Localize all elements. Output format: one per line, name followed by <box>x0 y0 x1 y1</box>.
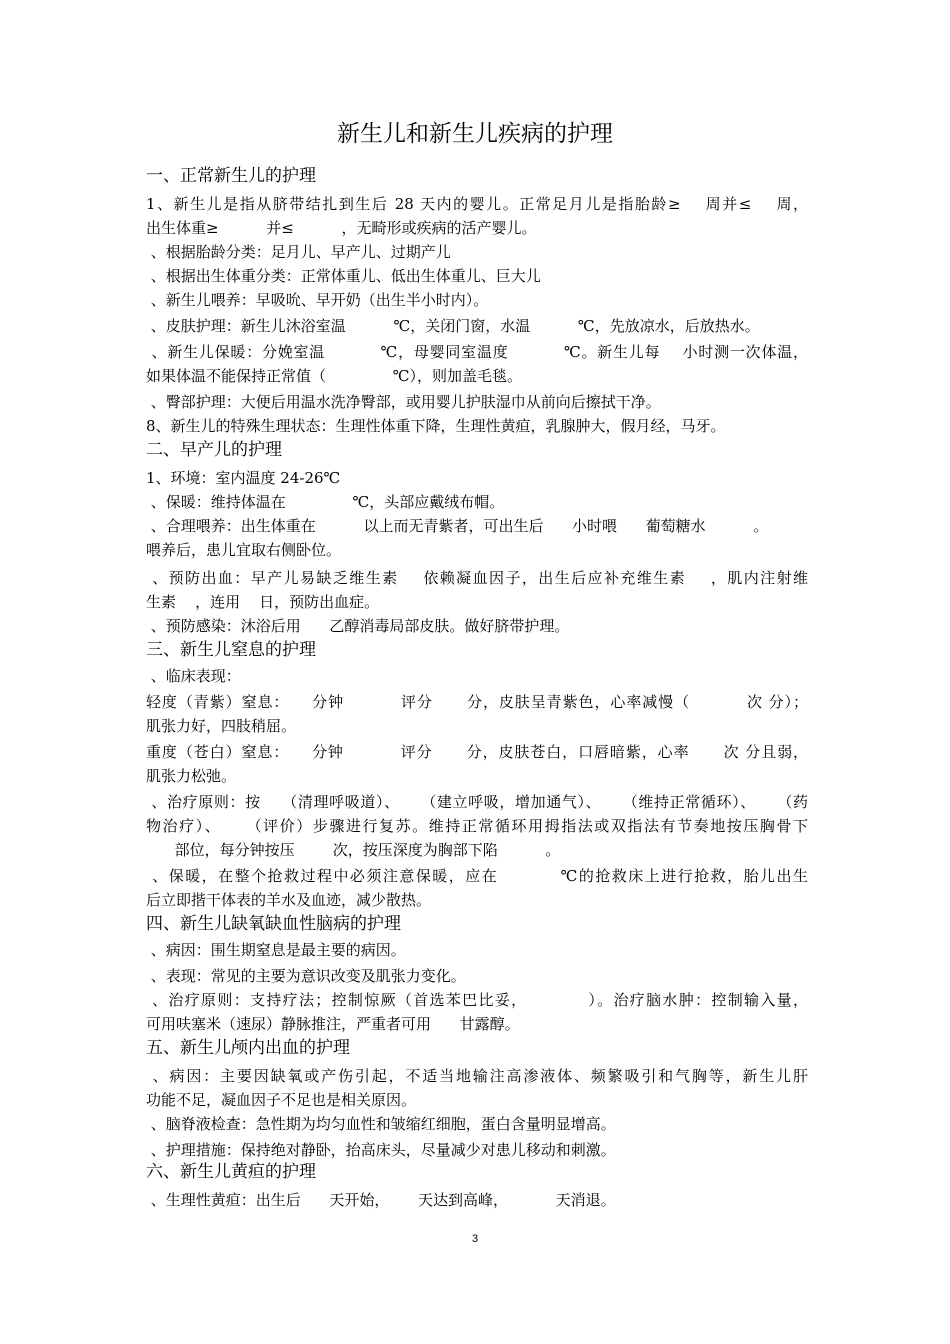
text-line: 8、新生儿的特殊生理状态：生理性体重下降，生理性黄疸，乳腺肿大，假月经，马牙。 <box>146 417 726 435</box>
text-line: 轻度（青紫）窒息： 分钟 评分 分，皮肤呈青紫色，心率减慢（ 次 分）； <box>146 693 808 711</box>
text-line: 、病因：围生期窒息是最主要的病因。 <box>146 941 406 959</box>
page-number: 3 <box>471 1233 479 1245</box>
text-line: 出生体重≥ 并≤ ，无畸形或疾病的活产婴儿。 <box>146 219 537 237</box>
section-heading: 六、新生儿黄疸的护理 <box>146 1162 316 1182</box>
section-heading: 五、新生儿颅内出血的护理 <box>146 1038 350 1058</box>
text-line: 生素 ，连用 日，预防出血症。 <box>146 593 380 611</box>
text-line: 肌张力好，四肢稍屈。 <box>146 717 297 735</box>
text-line: 重度（苍白）窒息： 分钟 评分 分，皮肤苍白，口唇暗紫，心率 次 分且弱， <box>146 743 808 761</box>
text-line: 、护理措施：保持绝对静卧，抬高床头，尽量减少对患儿移动和刺激。 <box>146 1141 616 1159</box>
text-line: 、病因：主要因缺氧或产伤引起，不适当地输注高渗液体、频繁吸引和气胸等，新生儿肝 <box>146 1067 808 1085</box>
text-line: 、预防感染：沐浴后用 乙醇消毒局部皮肤。做好脐带护理。 <box>146 617 570 635</box>
text-line: 、治疗原则：按 （清理呼吸道）、 （建立呼吸，增加通气）、 （维持正常循环）、 （药 <box>146 793 808 811</box>
text-line: 如果体温不能保持正常值（ ℃），则加盖毛毯。 <box>146 367 523 385</box>
text-line: 、新生儿喂养：早吸吮、早开奶（出生半小时内）。 <box>146 291 489 309</box>
text-line: 、预防出血：早产儿易缺乏维生素 依赖凝血因子，出生后应补充维生素 ，肌内注射维 <box>146 569 808 587</box>
text-line: 喂养后，患儿宜取右侧卧位。 <box>146 541 342 559</box>
section-heading: 三、新生儿窒息的护理 <box>146 640 316 660</box>
text-line: 、皮肤护理：新生儿沐浴室温 ℃，关闭门窗，水温 ℃，先放凉水，后放热水。 <box>146 317 760 335</box>
section-heading: 一、正常新生儿的护理 <box>146 166 316 186</box>
text-line: 功能不足，凝血因子不足也是相关原因。 <box>146 1091 417 1109</box>
text-line: 1、环境：室内温度 24-26℃ <box>146 469 341 487</box>
text-line: 、新生儿保暖：分娩室温 ℃，母婴同室温度 ℃。新生儿每 小时测一次体温， <box>146 343 808 361</box>
page-title: 新生儿和新生儿疾病的护理 <box>337 121 613 147</box>
text-line: 、根据出生体重分类：正常体重儿、低出生体重儿、巨大儿 <box>146 267 541 285</box>
text-line: 、合理喂养：出生体重在 以上而无青紫者，可出生后 小时喂 葡萄糖水 。 <box>146 517 769 535</box>
text-line: 、表现：常见的主要为意识改变及肌张力变化。 <box>146 967 466 985</box>
text-line: 、保暖，在整个抢救过程中必须注意保暖，应在 ℃的抢救床上进行抢救，胎儿出生 <box>146 867 808 885</box>
text-line: 肌张力松弛。 <box>146 767 237 785</box>
text-line: 、治疗原则：支持疗法；控制惊厥（首选苯巴比妥， ）。治疗脑水肿：控制输入量， <box>146 991 808 1009</box>
text-line: 、根据胎龄分类：足月儿、早产儿、过期产儿 <box>146 243 451 261</box>
text-line: 、臀部护理：大便后用温水洗净臀部，或用婴儿护肤湿巾从前向后擦拭干净。 <box>146 393 661 411</box>
text-line: 、生理性黄疸：出生后 天开始， 天达到高峰， 天消退。 <box>146 1191 616 1209</box>
section-heading: 四、新生儿缺氧缺血性脑病的护理 <box>146 914 401 934</box>
text-line: 1、新生儿是指从脐带结扎到生后 28 天内的婴儿。正常足月儿是指胎龄≥ 周并≤ 周， <box>146 195 808 213</box>
section-heading: 二、早产儿的护理 <box>146 440 282 460</box>
text-line: 、脑脊液检查：急性期为均匀血性和皱缩红细胞，蛋白含量明显增高。 <box>146 1115 616 1133</box>
text-line: 物治疗）、 （评价）步骤进行复苏。维持正常循环用拇指法或双指法有节奏地按压胸骨下 <box>146 817 808 835</box>
text-line: 后立即揩干体表的羊水及血迹，减少散热。 <box>146 891 432 909</box>
text-line: 、临床表现： <box>146 667 241 685</box>
text-line: 、保暖：维持体温在 ℃，头部应戴绒布帽。 <box>146 493 505 511</box>
text-line: 可用呋塞米（速尿）静脉推注，严重者可用 甘露醇。 <box>146 1015 520 1033</box>
text-line: 部位，每分钟按压 次，按压深度为胸部下陷 。 <box>146 841 561 859</box>
